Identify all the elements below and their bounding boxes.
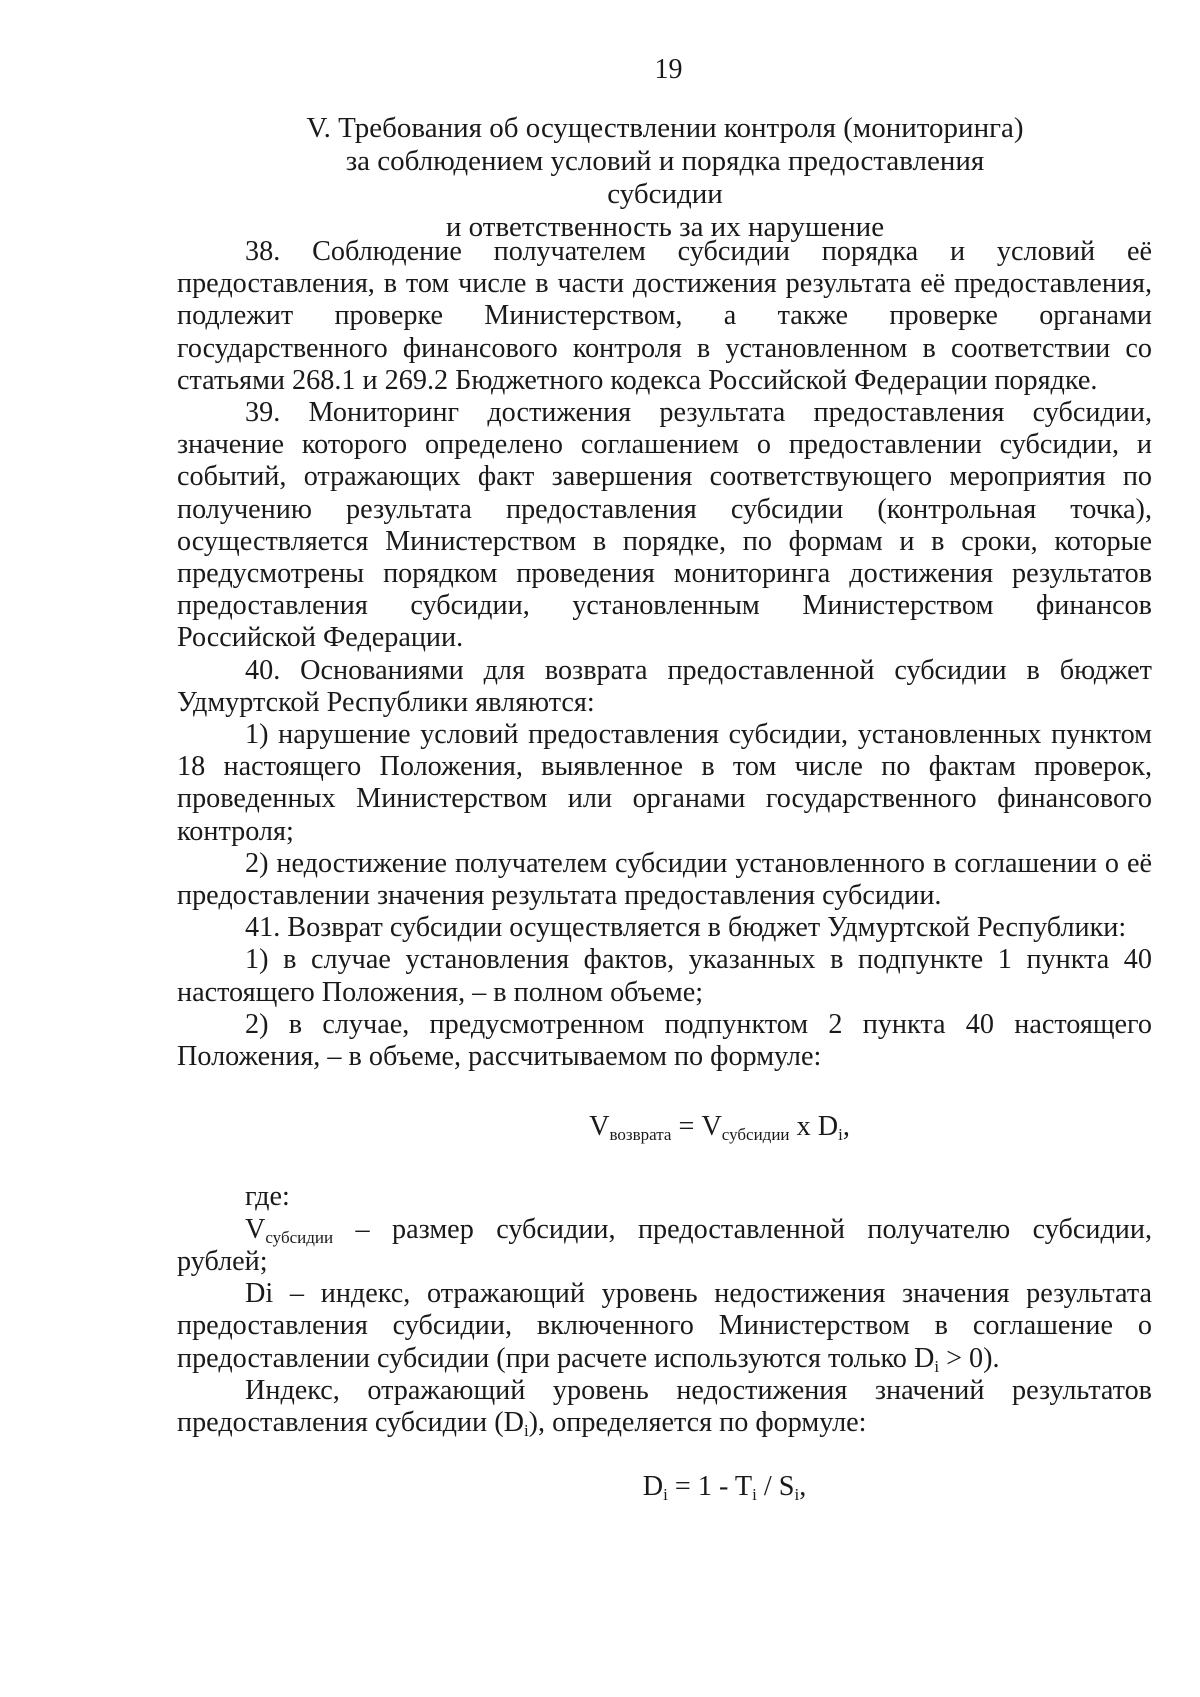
section-heading [300, 112, 1030, 244]
definition-d-index: Di – индекс, отражающий уровень недостижения значения результата предоставления субсидии, включенного Министерством в соглашение о предоставлении субсидии (при расчете используются только $D_i > 0$). [177, 1278, 1152, 1376]
heading-line-3: и ответственность за их нарушение [445, 211, 885, 243]
paragraph-40-2: 2) недостижение получателем субсидии установленного в соглашении о её предоставлении значения результата предоставления субсидии. [177, 847, 1152, 912]
paragraph-41-1: 1) в случае установления фактов, указанных в подпункте 1 пункта 40 настоящего Положения, – в полном объеме; [177, 944, 1152, 1008]
document-body [177, 236, 1152, 1503]
formula-index: $D_i = 1 - T_i / S_i$, [642, 1471, 807, 1505]
formula-refund: $V_{возврата} = V_{субсидии}$ x $D_i$, [589, 1111, 850, 1145]
heading-line-1: V. Требования об осуществлении контроля (мониторинга) [306, 112, 1024, 144]
heading-line-2: за соблюдением условий и порядка предоставления субсидии [345, 145, 985, 210]
index-paragraph: Индекс, отражающий уровень недостижения значений результатов предоставления субсидии $(D_i)$, определяется по формуле: [177, 1374, 1152, 1440]
where-label: где: [245, 1181, 290, 1213]
paragraph-38: 38. Соблюдение получателем субсидии порядка и условий её предоставления, в том числе в части достижения результата её предоставления, подлежит проверке Министерством, а также проверке органами государственного финансового контроля в установленном в соответствии со статьями 268.1 и 269.2 Бюджетного кодекса Российской Федерации порядке. [177, 236, 1152, 396]
paragraph-41: 41. Возврат субсидии осуществляется в бюджет Удмуртской Республики: [245, 912, 1127, 944]
paragraph-39: 39. Мониторинг достижения результата предоставления субсидии, значение которого определено соглашением о предоставлении субсидии, и событий, отражающих факт завершения соответствующего мероприятия по получению результата предоставления субсидии (контрольная точка), осуществляется Министерством в порядке, по формам и в сроки, которые предусмотрены порядком проведения мониторинга достижения результатов предоставления субсидии, установленным Министерством финансов Российской Федерации. [177, 397, 1152, 654]
definition-v-subsidy: $V_{субсидии}$ – размер субсидии, предоставленной получателю субсидии, рублей; [177, 1213, 1152, 1277]
paragraph-40-1: 1) нарушение условий предоставления субсидии, установленных пунктом 18 настоящего Положения, выявленное в том числе по фактам проверок, проведенных Министерством или органами государственного финансового контроля; [177, 719, 1152, 847]
paragraph-40: 40. Основаниями для возврата предоставленной субсидии в бюджет Удмуртской Республики являются: [177, 654, 1152, 718]
page-number: 19 [654, 54, 683, 85]
paragraph-41-2: 2) в случае, предусмотренном подпунктом 2 пункта 40 настоящего Положения, – в объеме, рассчитываемом по формуле: [177, 1008, 1152, 1073]
